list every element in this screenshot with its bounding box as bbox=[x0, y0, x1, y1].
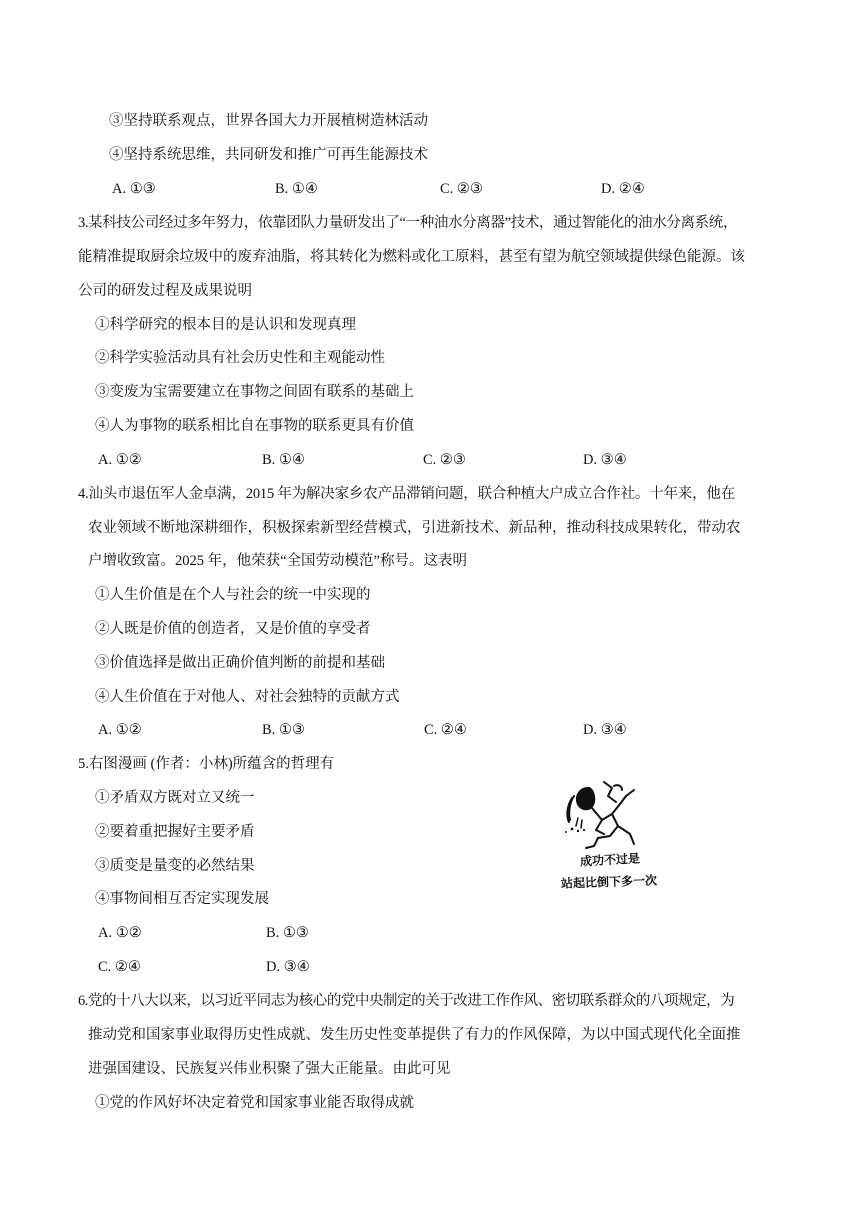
q3-option-b: B. ①④ bbox=[262, 452, 305, 468]
q4-option-d: D. ③④ bbox=[583, 722, 627, 738]
q4-item-2: ②人既是价值的创造者，又是价值的享受者 bbox=[95, 621, 371, 637]
q2-item-3: ③坚持联系观点，世界各国大力开展植树造林活动 bbox=[109, 113, 428, 129]
q5-options-row-1 bbox=[0, 923, 860, 943]
q4-option-c: C. ②④ bbox=[424, 722, 467, 738]
q2-option-c: C. ②③ bbox=[440, 181, 483, 197]
q3-options bbox=[0, 450, 860, 470]
q6-stem-line-3: 进强国建设、民族复兴伟业积聚了强大正能量。由此可见 bbox=[88, 1061, 451, 1077]
q3-item-1: ①科学研究的根本目的是认识和发现真理 bbox=[95, 317, 356, 333]
cartoon-caption-line-1: 成功不过是 bbox=[579, 851, 641, 869]
q3-item-3: ③变废为宝需要建立在事物之间固有联系的基础上 bbox=[95, 384, 414, 400]
q3-option-d: D. ③④ bbox=[583, 452, 627, 468]
q2-option-d: D. ②④ bbox=[601, 181, 645, 197]
q2-option-b: B. ①④ bbox=[275, 181, 318, 197]
q4-item-1: ①人生价值是在个人与社会的统一中实现的 bbox=[95, 587, 371, 603]
q4-stem-line-1: 4.汕头市退伍军人金卓满，2015 年为解决家乡农产品滞销问题，联合种植大户成立合作社。十年来，他在 bbox=[78, 486, 735, 502]
q4-options bbox=[0, 720, 860, 740]
q3-item-2: ②科学实验活动具有社会历史性和主观能动性 bbox=[95, 350, 385, 366]
q4-item-4: ④人生价值在于对他人、对社会独特的贡献方式 bbox=[95, 689, 400, 705]
q3-item-4: ④人为事物的联系相比自在事物的联系更具有价值 bbox=[95, 418, 414, 434]
q5-item-3: ③质变是量变的必然结果 bbox=[95, 858, 255, 874]
q2-options bbox=[0, 179, 860, 199]
q5-item-2: ②要着重把握好主要矛盾 bbox=[95, 824, 255, 840]
q4-option-b: B. ①③ bbox=[262, 722, 305, 738]
q5-stem: 5.右图漫画 (作者：小林)所蕴含的哲理有 bbox=[78, 756, 335, 772]
q3-option-a: A. ①② bbox=[98, 452, 142, 468]
q4-stem-line-3: 户增收致富。2025 年，他荣获“全国劳动模范”称号。这表明 bbox=[88, 553, 467, 569]
q3-option-c: C. ②③ bbox=[423, 452, 466, 468]
q4-option-a: A. ①② bbox=[98, 722, 142, 738]
q2-option-a: A. ①③ bbox=[112, 181, 156, 197]
q2-item-4: ④坚持系统思维，共同研发和推广可再生能源技术 bbox=[109, 147, 428, 163]
q5-option-d: D. ③④ bbox=[266, 959, 310, 975]
q6-stem-line-2: 推动党和国家事业取得历史性成就、发生历史性变革提供了有力的作风保障，为以中国式现代化全面推 bbox=[88, 1027, 741, 1043]
q5-option-b: B. ①③ bbox=[266, 925, 309, 941]
q3-stem-line-3: 公司的研发过程及成果说明 bbox=[78, 283, 252, 299]
q5-option-a: A. ①② bbox=[98, 925, 142, 941]
q4-item-3: ③价值选择是做出正确价值判断的前提和基础 bbox=[95, 655, 385, 671]
q5-options-row-2 bbox=[0, 957, 860, 977]
cartoon-illustration bbox=[548, 774, 670, 896]
q6-item-1: ①党的作风好坏决定着党和国家事业能否取得成就 bbox=[95, 1095, 414, 1111]
q3-stem-line-1: 3.某科技公司经过多年努力，依靠团队力量研发出了“一种油水分离器”技术，通过智能化的油水分离系统， bbox=[78, 215, 738, 231]
q6-stem-line-1: 6.党的十八大以来，以习近平同志为核心的党中央制定的关于改进工作作风、密切联系群众的八项规定，为 bbox=[78, 993, 735, 1009]
q5-item-1: ①矛盾双方既对立又统一 bbox=[95, 790, 255, 806]
q5-option-c: C. ②④ bbox=[98, 959, 141, 975]
q3-stem-line-2: 能精准提取厨余垃圾中的废弃油脂，将其转化为燃料或化工原料，甚至有望为航空领域提供绿色能源。该 bbox=[78, 249, 745, 265]
cartoon-caption-line-2: 站起比倒下多一次 bbox=[560, 873, 658, 891]
q4-stem-line-2: 农业领域不断地深耕细作，积极探索新型经营模式，引进新技术、新品种，推动科技成果转化，带动农 bbox=[88, 520, 741, 536]
q5-item-4: ④事物间相互否定实现发展 bbox=[95, 891, 269, 907]
